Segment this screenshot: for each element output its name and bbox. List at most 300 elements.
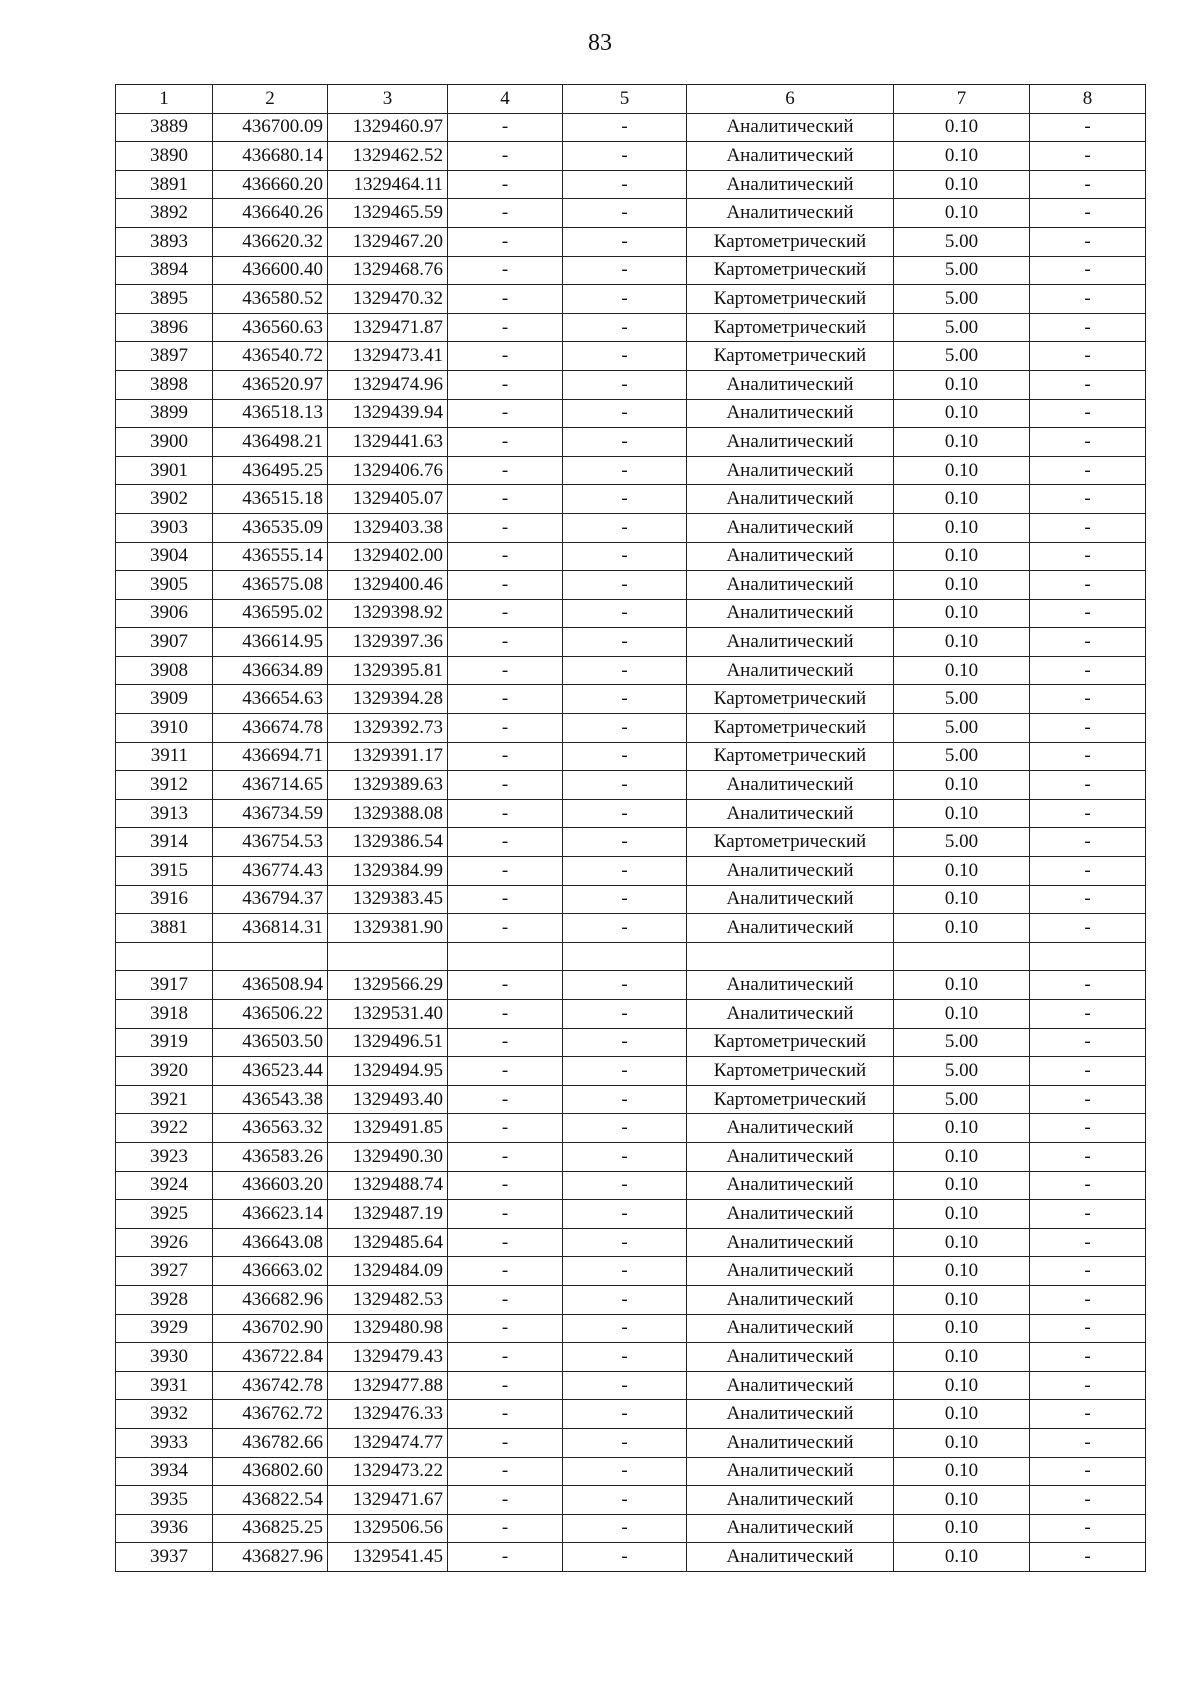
column-5-cell: -	[563, 1028, 687, 1057]
accuracy-cell: 0.10	[894, 1142, 1030, 1171]
column-8-cell: -	[1030, 1257, 1146, 1286]
y-coordinate-cell: 1329473.22	[328, 1457, 448, 1486]
column-8-cell: -	[1030, 399, 1146, 428]
column-4-cell: -	[448, 1314, 563, 1343]
column-8-cell: -	[1030, 428, 1146, 457]
point-number-cell: 3932	[116, 1400, 213, 1429]
y-coordinate-cell: 1329400.46	[328, 571, 448, 600]
accuracy-cell: 0.10	[894, 1457, 1030, 1486]
y-coordinate-cell: 1329465.59	[328, 199, 448, 228]
column-4-cell: -	[448, 485, 563, 514]
method-cell: Картометрический	[687, 342, 894, 371]
point-number-cell: 3937	[116, 1543, 213, 1572]
column-header: 8	[1030, 85, 1146, 114]
accuracy-cell: 0.10	[894, 1400, 1030, 1429]
x-coordinate-cell	[213, 942, 328, 971]
column-header: 5	[563, 85, 687, 114]
column-5-cell: -	[563, 370, 687, 399]
column-5-cell: -	[563, 1000, 687, 1029]
point-number-cell: 3917	[116, 971, 213, 1000]
column-4-cell: -	[448, 1371, 563, 1400]
column-4-cell: -	[448, 1114, 563, 1143]
y-coordinate-cell: 1329392.73	[328, 714, 448, 743]
y-coordinate-cell: 1329485.64	[328, 1228, 448, 1257]
y-coordinate-cell: 1329482.53	[328, 1285, 448, 1314]
point-number-cell: 3902	[116, 485, 213, 514]
column-4-cell: -	[448, 571, 563, 600]
column-5-cell: -	[563, 342, 687, 371]
column-4-cell: -	[448, 1085, 563, 1114]
column-5-cell: -	[563, 1514, 687, 1543]
x-coordinate-cell: 436742.78	[213, 1371, 328, 1400]
point-number-cell: 3908	[116, 656, 213, 685]
column-5-cell: -	[563, 1200, 687, 1229]
method-cell: Картометрический	[687, 313, 894, 342]
accuracy-cell: 0.10	[894, 428, 1030, 457]
accuracy-cell: 0.10	[894, 542, 1030, 571]
column-5-cell: -	[563, 1428, 687, 1457]
accuracy-cell: 5.00	[894, 1057, 1030, 1086]
method-cell: Аналитический	[687, 170, 894, 199]
y-coordinate-cell: 1329566.29	[328, 971, 448, 1000]
column-8-cell: -	[1030, 513, 1146, 542]
point-number-cell: 3936	[116, 1514, 213, 1543]
column-4-cell: -	[448, 428, 563, 457]
method-cell: Аналитический	[687, 1285, 894, 1314]
table-row	[116, 828, 1146, 857]
method-cell: Аналитический	[687, 799, 894, 828]
table-row	[116, 313, 1146, 342]
point-number-cell: 3910	[116, 714, 213, 743]
column-8-cell: -	[1030, 771, 1146, 800]
column-8-cell: -	[1030, 370, 1146, 399]
column-8-cell: -	[1030, 885, 1146, 914]
accuracy-cell: 0.10	[894, 628, 1030, 657]
method-cell: Аналитический	[687, 1543, 894, 1572]
table-row	[116, 1114, 1146, 1143]
x-coordinate-cell: 436663.02	[213, 1257, 328, 1286]
table-row	[116, 771, 1146, 800]
point-number-cell: 3923	[116, 1142, 213, 1171]
column-5-cell: -	[563, 1171, 687, 1200]
column-8-cell: -	[1030, 742, 1146, 771]
column-4-cell: -	[448, 370, 563, 399]
y-coordinate-cell	[328, 942, 448, 971]
x-coordinate-cell: 436515.18	[213, 485, 328, 514]
point-number-cell: 3922	[116, 1114, 213, 1143]
x-coordinate-cell: 436560.63	[213, 313, 328, 342]
point-number-cell: 3912	[116, 771, 213, 800]
x-coordinate-cell: 436722.84	[213, 1343, 328, 1372]
y-coordinate-cell: 1329541.45	[328, 1543, 448, 1572]
table-row	[116, 1314, 1146, 1343]
column-4-cell: -	[448, 342, 563, 371]
accuracy-cell: 5.00	[894, 828, 1030, 857]
y-coordinate-cell: 1329474.96	[328, 370, 448, 399]
point-number-cell: 3924	[116, 1171, 213, 1200]
column-5-cell: -	[563, 199, 687, 228]
column-8-cell: -	[1030, 1371, 1146, 1400]
column-8-cell: -	[1030, 1543, 1146, 1572]
accuracy-cell: 5.00	[894, 227, 1030, 256]
table-row	[116, 370, 1146, 399]
x-coordinate-cell: 436682.96	[213, 1285, 328, 1314]
table-row	[116, 885, 1146, 914]
x-coordinate-cell: 436583.26	[213, 1142, 328, 1171]
accuracy-cell: 0.10	[894, 885, 1030, 914]
column-5-cell: -	[563, 256, 687, 285]
column-8-cell: -	[1030, 656, 1146, 685]
method-cell: Аналитический	[687, 1200, 894, 1229]
method-cell: Аналитический	[687, 1343, 894, 1372]
point-number-cell: 3898	[116, 370, 213, 399]
x-coordinate-cell: 436555.14	[213, 542, 328, 571]
table-row	[116, 342, 1146, 371]
method-cell: Аналитический	[687, 113, 894, 142]
table-row	[116, 1171, 1146, 1200]
y-coordinate-cell: 1329474.77	[328, 1428, 448, 1457]
accuracy-cell: 0.10	[894, 1228, 1030, 1257]
column-5-cell: -	[563, 885, 687, 914]
point-number-cell: 3919	[116, 1028, 213, 1057]
column-5-cell: -	[563, 1085, 687, 1114]
point-number-cell: 3921	[116, 1085, 213, 1114]
column-5-cell: -	[563, 285, 687, 314]
column-8-cell: -	[1030, 1028, 1146, 1057]
accuracy-cell: 0.10	[894, 971, 1030, 1000]
column-5-cell: -	[563, 1142, 687, 1171]
method-cell: Картометрический	[687, 1085, 894, 1114]
table-row	[116, 1343, 1146, 1372]
x-coordinate-cell: 436827.96	[213, 1543, 328, 1572]
table-row	[116, 142, 1146, 171]
column-4-cell: -	[448, 1000, 563, 1029]
table-row	[116, 599, 1146, 628]
column-4-cell: -	[448, 513, 563, 542]
point-number-cell: 3905	[116, 571, 213, 600]
accuracy-cell: 0.10	[894, 513, 1030, 542]
column-8-cell: -	[1030, 1057, 1146, 1086]
x-coordinate-cell: 436680.14	[213, 142, 328, 171]
y-coordinate-cell: 1329398.92	[328, 599, 448, 628]
method-cell: Аналитический	[687, 370, 894, 399]
point-number-cell: 3914	[116, 828, 213, 857]
x-coordinate-cell: 436520.97	[213, 370, 328, 399]
column-4-cell: -	[448, 1171, 563, 1200]
point-number-cell	[116, 942, 213, 971]
x-coordinate-cell: 436518.13	[213, 399, 328, 428]
column-4-cell: -	[448, 742, 563, 771]
column-8-cell: -	[1030, 170, 1146, 199]
table-row	[116, 513, 1146, 542]
x-coordinate-cell: 436734.59	[213, 799, 328, 828]
accuracy-cell: 0.10	[894, 1486, 1030, 1515]
column-4-cell: -	[448, 113, 563, 142]
y-coordinate-cell: 1329460.97	[328, 113, 448, 142]
x-coordinate-cell: 436595.02	[213, 599, 328, 628]
accuracy-cell: 0.10	[894, 1514, 1030, 1543]
accuracy-cell: 5.00	[894, 342, 1030, 371]
x-coordinate-cell: 436563.32	[213, 1114, 328, 1143]
x-coordinate-cell: 436640.26	[213, 199, 328, 228]
column-5-cell: -	[563, 1343, 687, 1372]
point-number-cell: 3890	[116, 142, 213, 171]
column-4-cell: -	[448, 771, 563, 800]
x-coordinate-cell: 436702.90	[213, 1314, 328, 1343]
method-cell: Аналитический	[687, 885, 894, 914]
y-coordinate-cell: 1329468.76	[328, 256, 448, 285]
method-cell: Аналитический	[687, 771, 894, 800]
column-4-cell: -	[448, 628, 563, 657]
method-cell	[687, 942, 894, 971]
column-4-cell: -	[448, 1142, 563, 1171]
x-coordinate-cell: 436620.32	[213, 227, 328, 256]
x-coordinate-cell: 436614.95	[213, 628, 328, 657]
column-4-cell: -	[448, 256, 563, 285]
accuracy-cell: 0.10	[894, 656, 1030, 685]
method-cell: Аналитический	[687, 1514, 894, 1543]
column-8-cell: -	[1030, 199, 1146, 228]
x-coordinate-cell: 436825.25	[213, 1514, 328, 1543]
table-row	[116, 656, 1146, 685]
point-number-cell: 3933	[116, 1428, 213, 1457]
method-cell: Аналитический	[687, 513, 894, 542]
table-row	[116, 1285, 1146, 1314]
x-coordinate-cell: 436523.44	[213, 1057, 328, 1086]
point-number-cell: 3907	[116, 628, 213, 657]
method-cell: Картометрический	[687, 828, 894, 857]
x-coordinate-cell: 436535.09	[213, 513, 328, 542]
method-cell: Аналитический	[687, 656, 894, 685]
y-coordinate-cell: 1329487.19	[328, 1200, 448, 1229]
column-header: 2	[213, 85, 328, 114]
table-row	[116, 1057, 1146, 1086]
table-body	[116, 113, 1146, 1571]
column-header: 6	[687, 85, 894, 114]
y-coordinate-cell: 1329467.20	[328, 227, 448, 256]
accuracy-cell: 0.10	[894, 1343, 1030, 1372]
accuracy-cell: 0.10	[894, 599, 1030, 628]
x-coordinate-cell: 436782.66	[213, 1428, 328, 1457]
method-cell: Аналитический	[687, 1114, 894, 1143]
column-4-cell: -	[448, 885, 563, 914]
y-coordinate-cell: 1329480.98	[328, 1314, 448, 1343]
table-row	[116, 1428, 1146, 1457]
table-row	[116, 714, 1146, 743]
y-coordinate-cell: 1329402.00	[328, 542, 448, 571]
column-5-cell: -	[563, 485, 687, 514]
x-coordinate-cell: 436754.53	[213, 828, 328, 857]
point-number-cell: 3909	[116, 685, 213, 714]
column-8-cell: -	[1030, 857, 1146, 886]
x-coordinate-cell: 436643.08	[213, 1228, 328, 1257]
column-5-cell: -	[563, 1314, 687, 1343]
y-coordinate-cell: 1329394.28	[328, 685, 448, 714]
x-coordinate-cell: 436814.31	[213, 914, 328, 943]
page-number: 83	[588, 30, 612, 56]
column-8-cell: -	[1030, 1400, 1146, 1429]
column-8-cell: -	[1030, 285, 1146, 314]
column-8-cell: -	[1030, 542, 1146, 571]
x-coordinate-cell: 436508.94	[213, 971, 328, 1000]
column-5-cell: -	[563, 1228, 687, 1257]
table-row	[116, 227, 1146, 256]
y-coordinate-cell: 1329462.52	[328, 142, 448, 171]
method-cell: Картометрический	[687, 742, 894, 771]
column-5-cell: -	[563, 1457, 687, 1486]
point-number-cell: 3911	[116, 742, 213, 771]
table-row	[116, 1085, 1146, 1114]
point-number-cell: 3926	[116, 1228, 213, 1257]
column-8-cell	[1030, 942, 1146, 971]
column-4-cell: -	[448, 857, 563, 886]
column-4-cell: -	[448, 1028, 563, 1057]
y-coordinate-cell: 1329405.07	[328, 485, 448, 514]
point-number-cell: 3928	[116, 1285, 213, 1314]
point-number-cell: 3893	[116, 227, 213, 256]
x-coordinate-cell: 436540.72	[213, 342, 328, 371]
table-row	[116, 199, 1146, 228]
accuracy-cell: 0.10	[894, 1428, 1030, 1457]
point-number-cell: 3894	[116, 256, 213, 285]
method-cell: Аналитический	[687, 1228, 894, 1257]
y-coordinate-cell: 1329386.54	[328, 828, 448, 857]
table-header-row	[116, 85, 1146, 114]
column-8-cell: -	[1030, 599, 1146, 628]
table-row	[116, 1486, 1146, 1515]
column-8-cell: -	[1030, 227, 1146, 256]
accuracy-cell: 0.10	[894, 914, 1030, 943]
column-8-cell: -	[1030, 628, 1146, 657]
y-coordinate-cell: 1329494.95	[328, 1057, 448, 1086]
column-8-cell: -	[1030, 113, 1146, 142]
y-coordinate-cell: 1329488.74	[328, 1171, 448, 1200]
accuracy-cell: 5.00	[894, 1085, 1030, 1114]
accuracy-cell	[894, 942, 1030, 971]
point-number-cell: 3931	[116, 1371, 213, 1400]
table-row	[116, 1028, 1146, 1057]
column-5-cell: -	[563, 1257, 687, 1286]
column-8-cell: -	[1030, 342, 1146, 371]
point-number-cell: 3904	[116, 542, 213, 571]
point-number-cell: 3901	[116, 456, 213, 485]
method-cell: Аналитический	[687, 542, 894, 571]
table-row	[116, 914, 1146, 943]
accuracy-cell: 0.10	[894, 1543, 1030, 1572]
method-cell: Аналитический	[687, 857, 894, 886]
table-row	[116, 1400, 1146, 1429]
column-4-cell: -	[448, 714, 563, 743]
accuracy-cell: 0.10	[894, 370, 1030, 399]
accuracy-cell: 5.00	[894, 285, 1030, 314]
x-coordinate-cell: 436575.08	[213, 571, 328, 600]
column-4-cell: -	[448, 914, 563, 943]
x-coordinate-cell: 436495.25	[213, 456, 328, 485]
column-8-cell: -	[1030, 313, 1146, 342]
column-8-cell: -	[1030, 714, 1146, 743]
y-coordinate-cell: 1329476.33	[328, 1400, 448, 1429]
column-4-cell: -	[448, 1343, 563, 1372]
column-4-cell: -	[448, 799, 563, 828]
x-coordinate-cell: 436498.21	[213, 428, 328, 457]
column-8-cell: -	[1030, 456, 1146, 485]
table-row	[116, 285, 1146, 314]
x-coordinate-cell: 436654.63	[213, 685, 328, 714]
column-8-cell: -	[1030, 799, 1146, 828]
method-cell: Аналитический	[687, 142, 894, 171]
table-row	[116, 971, 1146, 1000]
method-cell: Картометрический	[687, 256, 894, 285]
method-cell: Картометрический	[687, 285, 894, 314]
column-4-cell: -	[448, 542, 563, 571]
accuracy-cell: 0.10	[894, 571, 1030, 600]
table-row	[116, 1371, 1146, 1400]
y-coordinate-cell: 1329389.63	[328, 771, 448, 800]
point-number-cell: 3899	[116, 399, 213, 428]
column-4-cell: -	[448, 1057, 563, 1086]
table-row	[116, 1200, 1146, 1229]
column-header: 1	[116, 85, 213, 114]
y-coordinate-cell: 1329384.99	[328, 857, 448, 886]
accuracy-cell: 0.10	[894, 1371, 1030, 1400]
x-coordinate-cell: 436603.20	[213, 1171, 328, 1200]
column-5-cell: -	[563, 456, 687, 485]
method-cell: Аналитический	[687, 485, 894, 514]
table-row	[116, 742, 1146, 771]
accuracy-cell: 5.00	[894, 714, 1030, 743]
method-cell: Аналитический	[687, 1257, 894, 1286]
accuracy-cell: 0.10	[894, 1171, 1030, 1200]
table-row	[116, 456, 1146, 485]
table-row	[116, 1228, 1146, 1257]
column-5-cell	[563, 942, 687, 971]
column-4-cell: -	[448, 199, 563, 228]
method-cell: Аналитический	[687, 628, 894, 657]
column-5-cell: -	[563, 685, 687, 714]
point-number-cell: 3920	[116, 1057, 213, 1086]
column-4-cell: -	[448, 599, 563, 628]
point-number-cell: 3892	[116, 199, 213, 228]
point-number-cell: 3895	[116, 285, 213, 314]
column-5-cell: -	[563, 1543, 687, 1572]
column-8-cell: -	[1030, 1314, 1146, 1343]
column-5-cell: -	[563, 828, 687, 857]
column-8-cell: -	[1030, 1285, 1146, 1314]
column-8-cell: -	[1030, 914, 1146, 943]
method-cell: Аналитический	[687, 199, 894, 228]
x-coordinate-cell: 436634.89	[213, 656, 328, 685]
table-row	[116, 485, 1146, 514]
accuracy-cell: 0.10	[894, 485, 1030, 514]
column-5-cell: -	[563, 428, 687, 457]
column-5-cell: -	[563, 513, 687, 542]
y-coordinate-cell: 1329397.36	[328, 628, 448, 657]
column-4-cell: -	[448, 1428, 563, 1457]
accuracy-cell: 5.00	[894, 742, 1030, 771]
method-cell: Картометрический	[687, 1057, 894, 1086]
column-4-cell: -	[448, 1400, 563, 1429]
column-header: 4	[448, 85, 563, 114]
column-5-cell: -	[563, 914, 687, 943]
column-8-cell: -	[1030, 828, 1146, 857]
accuracy-cell: 0.10	[894, 771, 1030, 800]
x-coordinate-cell: 436660.20	[213, 170, 328, 199]
table-row	[116, 685, 1146, 714]
y-coordinate-cell: 1329441.63	[328, 428, 448, 457]
column-8-cell: -	[1030, 685, 1146, 714]
column-5-cell: -	[563, 771, 687, 800]
method-cell: Аналитический	[687, 1486, 894, 1515]
